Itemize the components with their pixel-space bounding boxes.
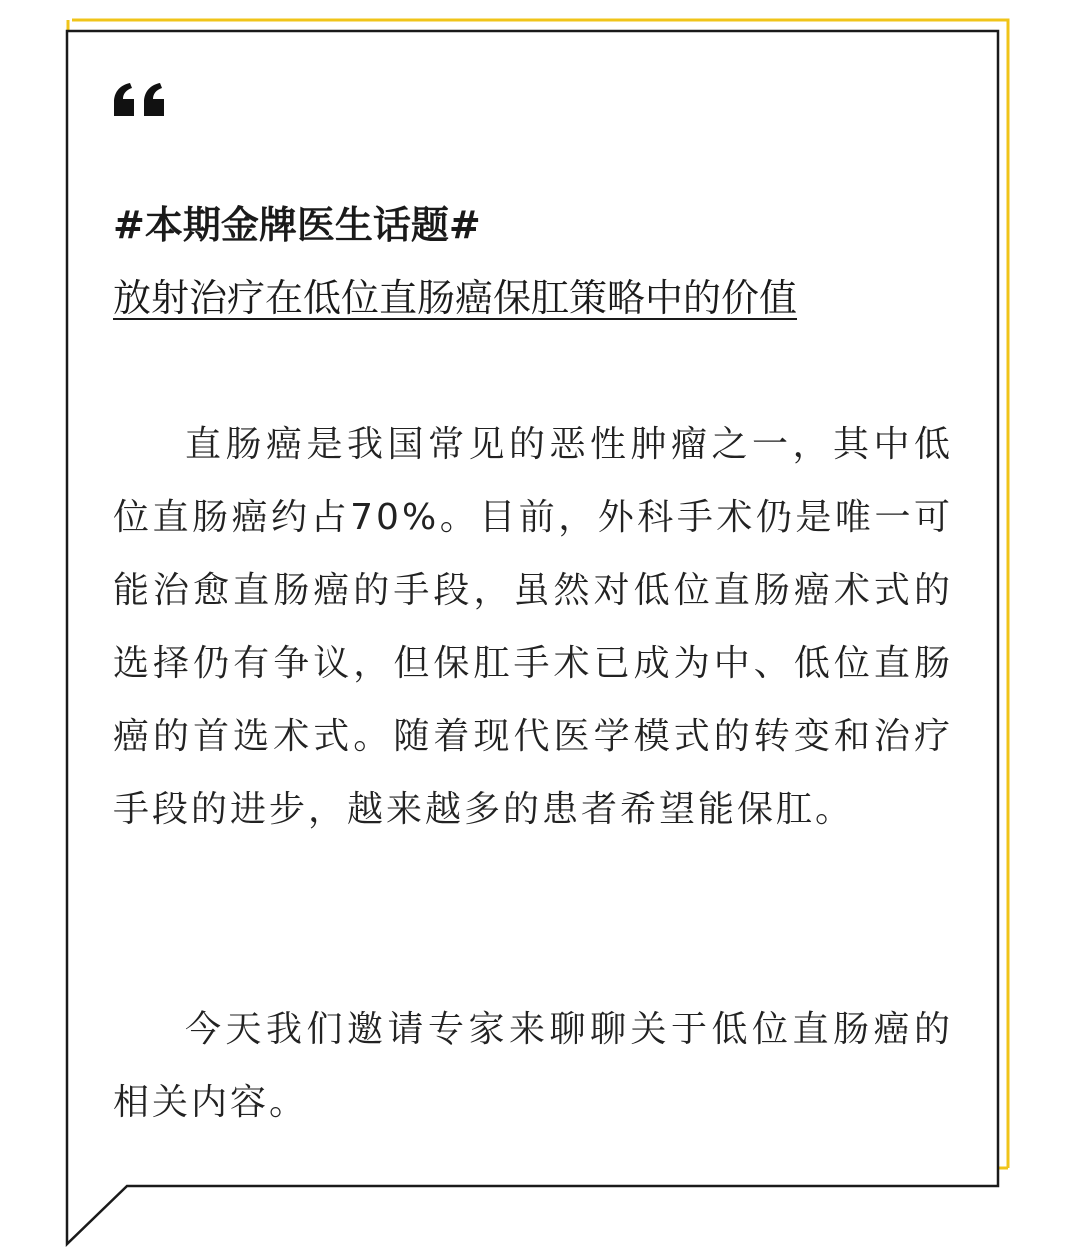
topic-title-link[interactable]: 放射治疗在低位直肠癌保肛策略中的价值 xyxy=(113,276,798,320)
body-paragraph: 今天我们邀请专家来聊聊关于低位直肠癌的相关内容。 xyxy=(113,1009,953,1123)
body-paragraph: 直肠癌是我国常见的恶性肿瘤之一，其中低位直肠癌约占70%。目前，外科手术仍是唯一可能治愈直肠癌的手段，虽然对低位直肠癌术式的选择仍有争议，但保肛手术已成为中、低位直肠癌的首选术式。随着现代医学模式的转变和治疗手段的进步，越来越多的患者希望能保肛。 xyxy=(113,424,953,830)
open-quote-icon xyxy=(112,82,172,118)
topic-tag: #本期金牌医生话题# xyxy=(113,203,481,247)
